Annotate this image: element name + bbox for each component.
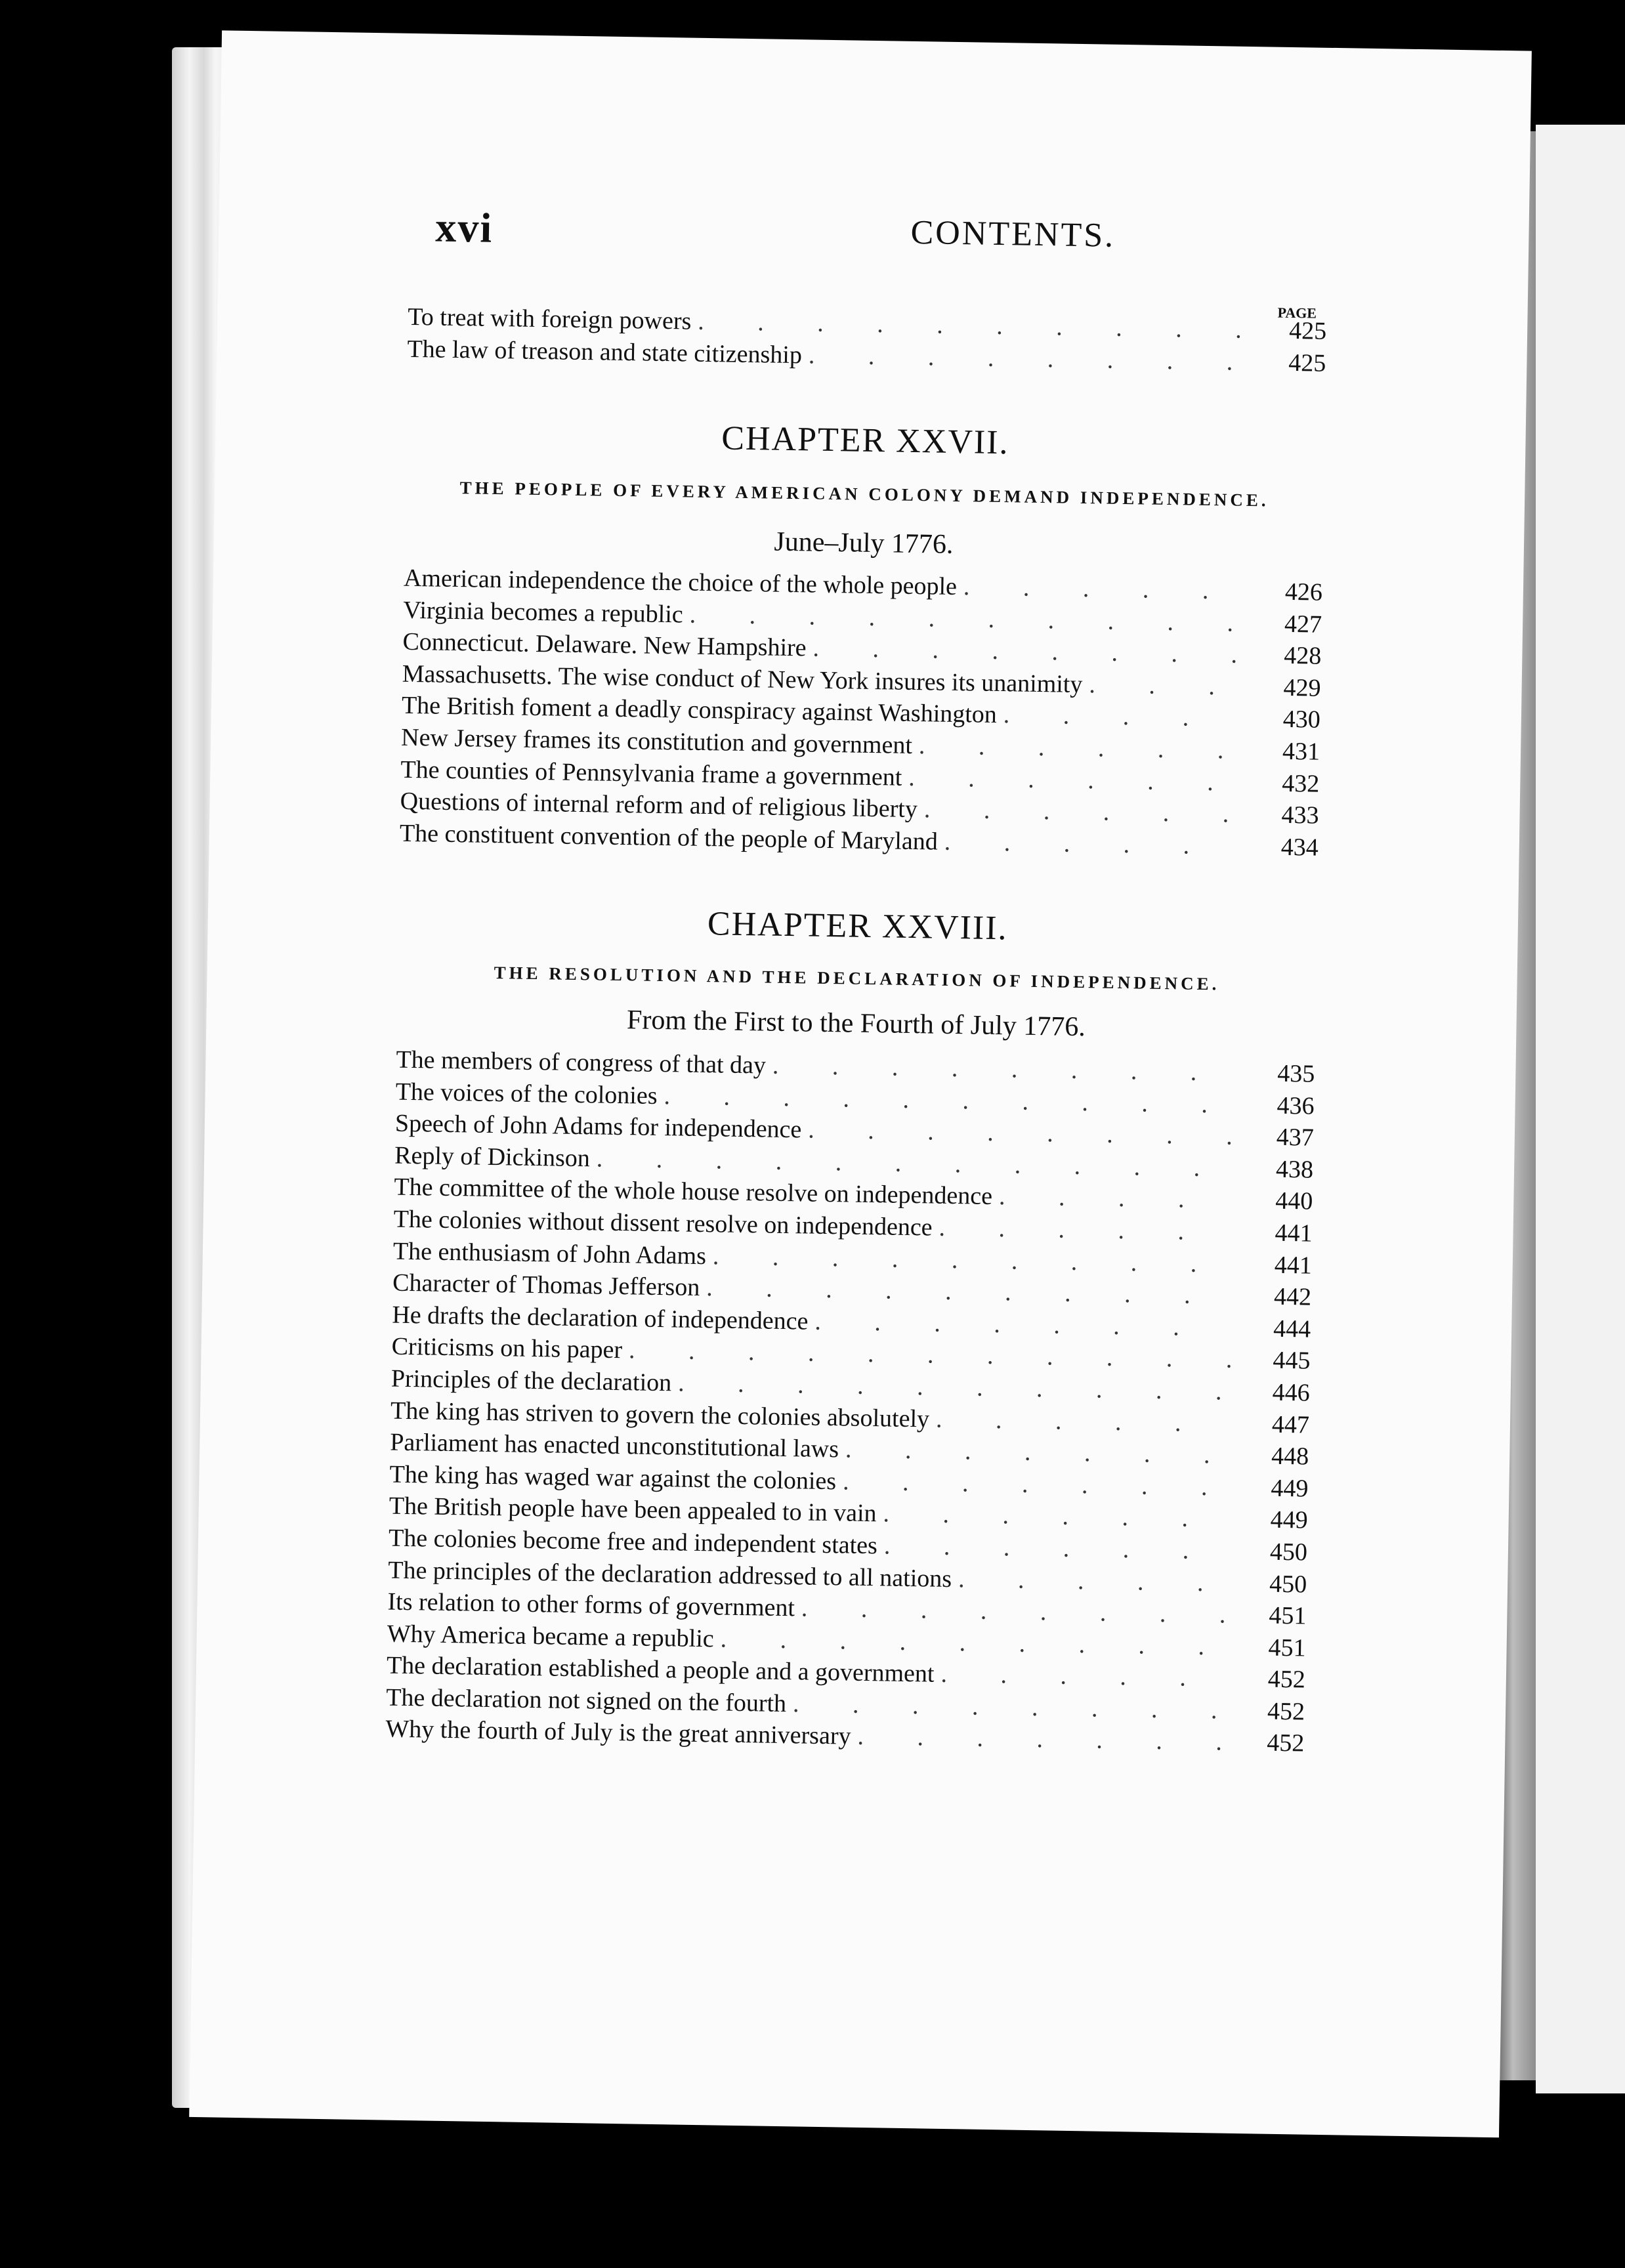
toc-entry-page: 434 <box>1280 833 1319 862</box>
dot-leader <box>809 339 1248 378</box>
toc-entry-title: The committee of the whole house resolve on independence <box>394 1173 993 1211</box>
toc-entry-title: Criticisms on his paper <box>391 1332 623 1364</box>
toc-entry-page: 450 <box>1269 1538 1308 1566</box>
chapter-subtitle: THE RESOLUTION AND THE DECLARATION OF INDEPENDENCE. <box>494 963 1220 994</box>
toc-entry-title: Its relation to other forms of government <box>387 1587 795 1622</box>
toc-entry-title: Character of Thomas Jefferson <box>392 1269 700 1302</box>
toc-entry-page: 449 <box>1270 1506 1308 1534</box>
dot-leader <box>963 571 1244 607</box>
toc-entry-title: Parliament has enacted unconstitutional laws <box>390 1428 839 1463</box>
page-running-title: CONTENTS. <box>910 213 1116 255</box>
dot-leader <box>999 1181 1235 1217</box>
toc-entry-title: The declaration established a people and a government <box>386 1651 935 1688</box>
toc-entry-title: The king has waged war against the colonies <box>389 1460 837 1496</box>
toc-entry-page: 438 <box>1275 1155 1314 1184</box>
chapter-dates: From the First to the Fourth of July 1776. <box>626 1005 1086 1043</box>
toc-entry-page: 440 <box>1275 1187 1313 1216</box>
dot-leader <box>924 793 1240 830</box>
toc-entry-title: The principles of the declaration addressed to all nations <box>387 1556 952 1593</box>
toc-entry-title: The British foment a deadly conspiracy against Washington <box>401 692 998 729</box>
dot-leader <box>884 1530 1229 1567</box>
dot-leader <box>940 1658 1227 1694</box>
dot-leader <box>936 1403 1231 1440</box>
toc-entry-title: Why America became a republic <box>387 1620 715 1653</box>
chapter-entries <box>400 562 1323 864</box>
chapter-dates: June–July 1776. <box>774 526 954 560</box>
toc-entry-page: 452 <box>1266 1729 1305 1758</box>
toc-entry-page: 447 <box>1271 1410 1310 1439</box>
toc-entry-title: The members of congress of that day <box>396 1045 767 1080</box>
toc-entry-title: Massachusetts. The wise conduct of New York insures its unanimity <box>402 660 1083 698</box>
toc-entry-title: The constituent convention of the people of Maryland <box>399 819 939 856</box>
toc-entry-page: 446 <box>1272 1378 1311 1407</box>
toc-entry-page: 435 <box>1277 1059 1315 1088</box>
chapter-heading: CHAPTER XXVIII. <box>707 905 1008 948</box>
toc-entry-title: The colonies become free and independent states <box>388 1524 878 1560</box>
page-column-label: PAGE <box>1277 304 1317 322</box>
toc-entry-title: Why the fourth of July is the great anniversary <box>385 1715 851 1751</box>
toc-entry-page: 425 <box>1288 348 1326 377</box>
toc-entry-title: The enthusiasm of John Adams <box>392 1237 707 1270</box>
chapter-heading: CHAPTER XXVII. <box>721 419 1009 462</box>
toc-entry-page: 444 <box>1273 1314 1311 1343</box>
toc-entry-page: 428 <box>1284 642 1322 670</box>
toc-entry-title: American independence the choice of the whole people <box>403 564 958 601</box>
toc-entry-title: The king has striven to govern the colonies absolutely <box>390 1396 930 1433</box>
dot-leader <box>1003 700 1242 735</box>
toc-entry-page: 431 <box>1282 737 1320 766</box>
toc-entry-page: 427 <box>1284 610 1322 639</box>
dot-leader <box>908 761 1241 799</box>
dot-leader <box>883 1498 1229 1536</box>
toc-entry-page: 430 <box>1282 705 1321 734</box>
toc-entry-title: New Jersey frames its constitution and government <box>400 723 913 759</box>
toc-entry-page: 441 <box>1275 1219 1313 1248</box>
dot-leader <box>1089 669 1242 703</box>
toc-entry-page: 436 <box>1277 1091 1315 1120</box>
toc-entry-page: 432 <box>1281 769 1320 798</box>
dot-leader <box>857 1721 1226 1758</box>
toc-entry-page: 441 <box>1274 1251 1313 1280</box>
toc-entry-page: 429 <box>1283 673 1321 702</box>
chapter-entries <box>385 1044 1315 1760</box>
toc-entry-page: 451 <box>1269 1601 1307 1630</box>
toc-entry-title: He drafts the declaration of independence <box>392 1301 809 1335</box>
toc-entry-title: To treat with foreign powers <box>407 303 692 335</box>
toc-entry-title: Questions of internal reform and of religious liberty <box>400 787 918 824</box>
toc-entry-title: The counties of Pennsylvania frame a government <box>400 755 902 791</box>
book-page <box>189 30 1532 2137</box>
dot-leader <box>939 1212 1234 1249</box>
toc-entry-title: Speech of John Adams for independence <box>394 1109 802 1144</box>
toc-entry-title: Virginia becomes a republic <box>402 596 684 629</box>
toc-entry-page: 426 <box>1284 578 1323 606</box>
toc-entry-title: The colonies without dissent resolve on independence <box>393 1205 933 1242</box>
toc-entry-title: The British people have been appealed to in vain <box>389 1492 877 1528</box>
dot-leader <box>919 730 1242 766</box>
toc-entry-page: 433 <box>1281 801 1319 830</box>
dot-leader <box>944 826 1240 863</box>
toc-entry-title: The voices of the colonies <box>395 1078 658 1110</box>
chapter-subtitle: THE PEOPLE OF EVERY AMERICAN COLONY DEMAND INDEPENDENCE. <box>459 478 1269 511</box>
toc-entry-page: 425 <box>1288 316 1327 345</box>
toc-entry-page: 452 <box>1267 1665 1306 1694</box>
toc-entry-title: Principles of the declaration <box>390 1364 672 1397</box>
facing-page-edge <box>1536 125 1625 2093</box>
dot-leader <box>958 1563 1229 1599</box>
toc-entry-page: 449 <box>1271 1474 1309 1503</box>
toc-entry-page: 445 <box>1273 1347 1311 1375</box>
toc-entry-page: 437 <box>1276 1123 1315 1152</box>
toc-entry-title: The law of treason and state citizenship <box>407 335 803 369</box>
toc-entry-title: Connecticut. Delaware. New Hampshire <box>402 627 807 662</box>
page-folio: xvi <box>434 203 494 251</box>
toc-entry-page: 442 <box>1273 1282 1312 1311</box>
toc-entry-page: 450 <box>1269 1570 1307 1599</box>
preamble-entries <box>407 301 1326 379</box>
toc-entry-page: 452 <box>1267 1697 1305 1726</box>
toc-entry-page: 448 <box>1271 1442 1309 1471</box>
toc-entry-title: Reply of Dickinson <box>394 1141 591 1173</box>
toc-entry-title: The declaration not signed on the fourth <box>385 1683 787 1718</box>
toc-entry-page: 451 <box>1268 1633 1306 1662</box>
